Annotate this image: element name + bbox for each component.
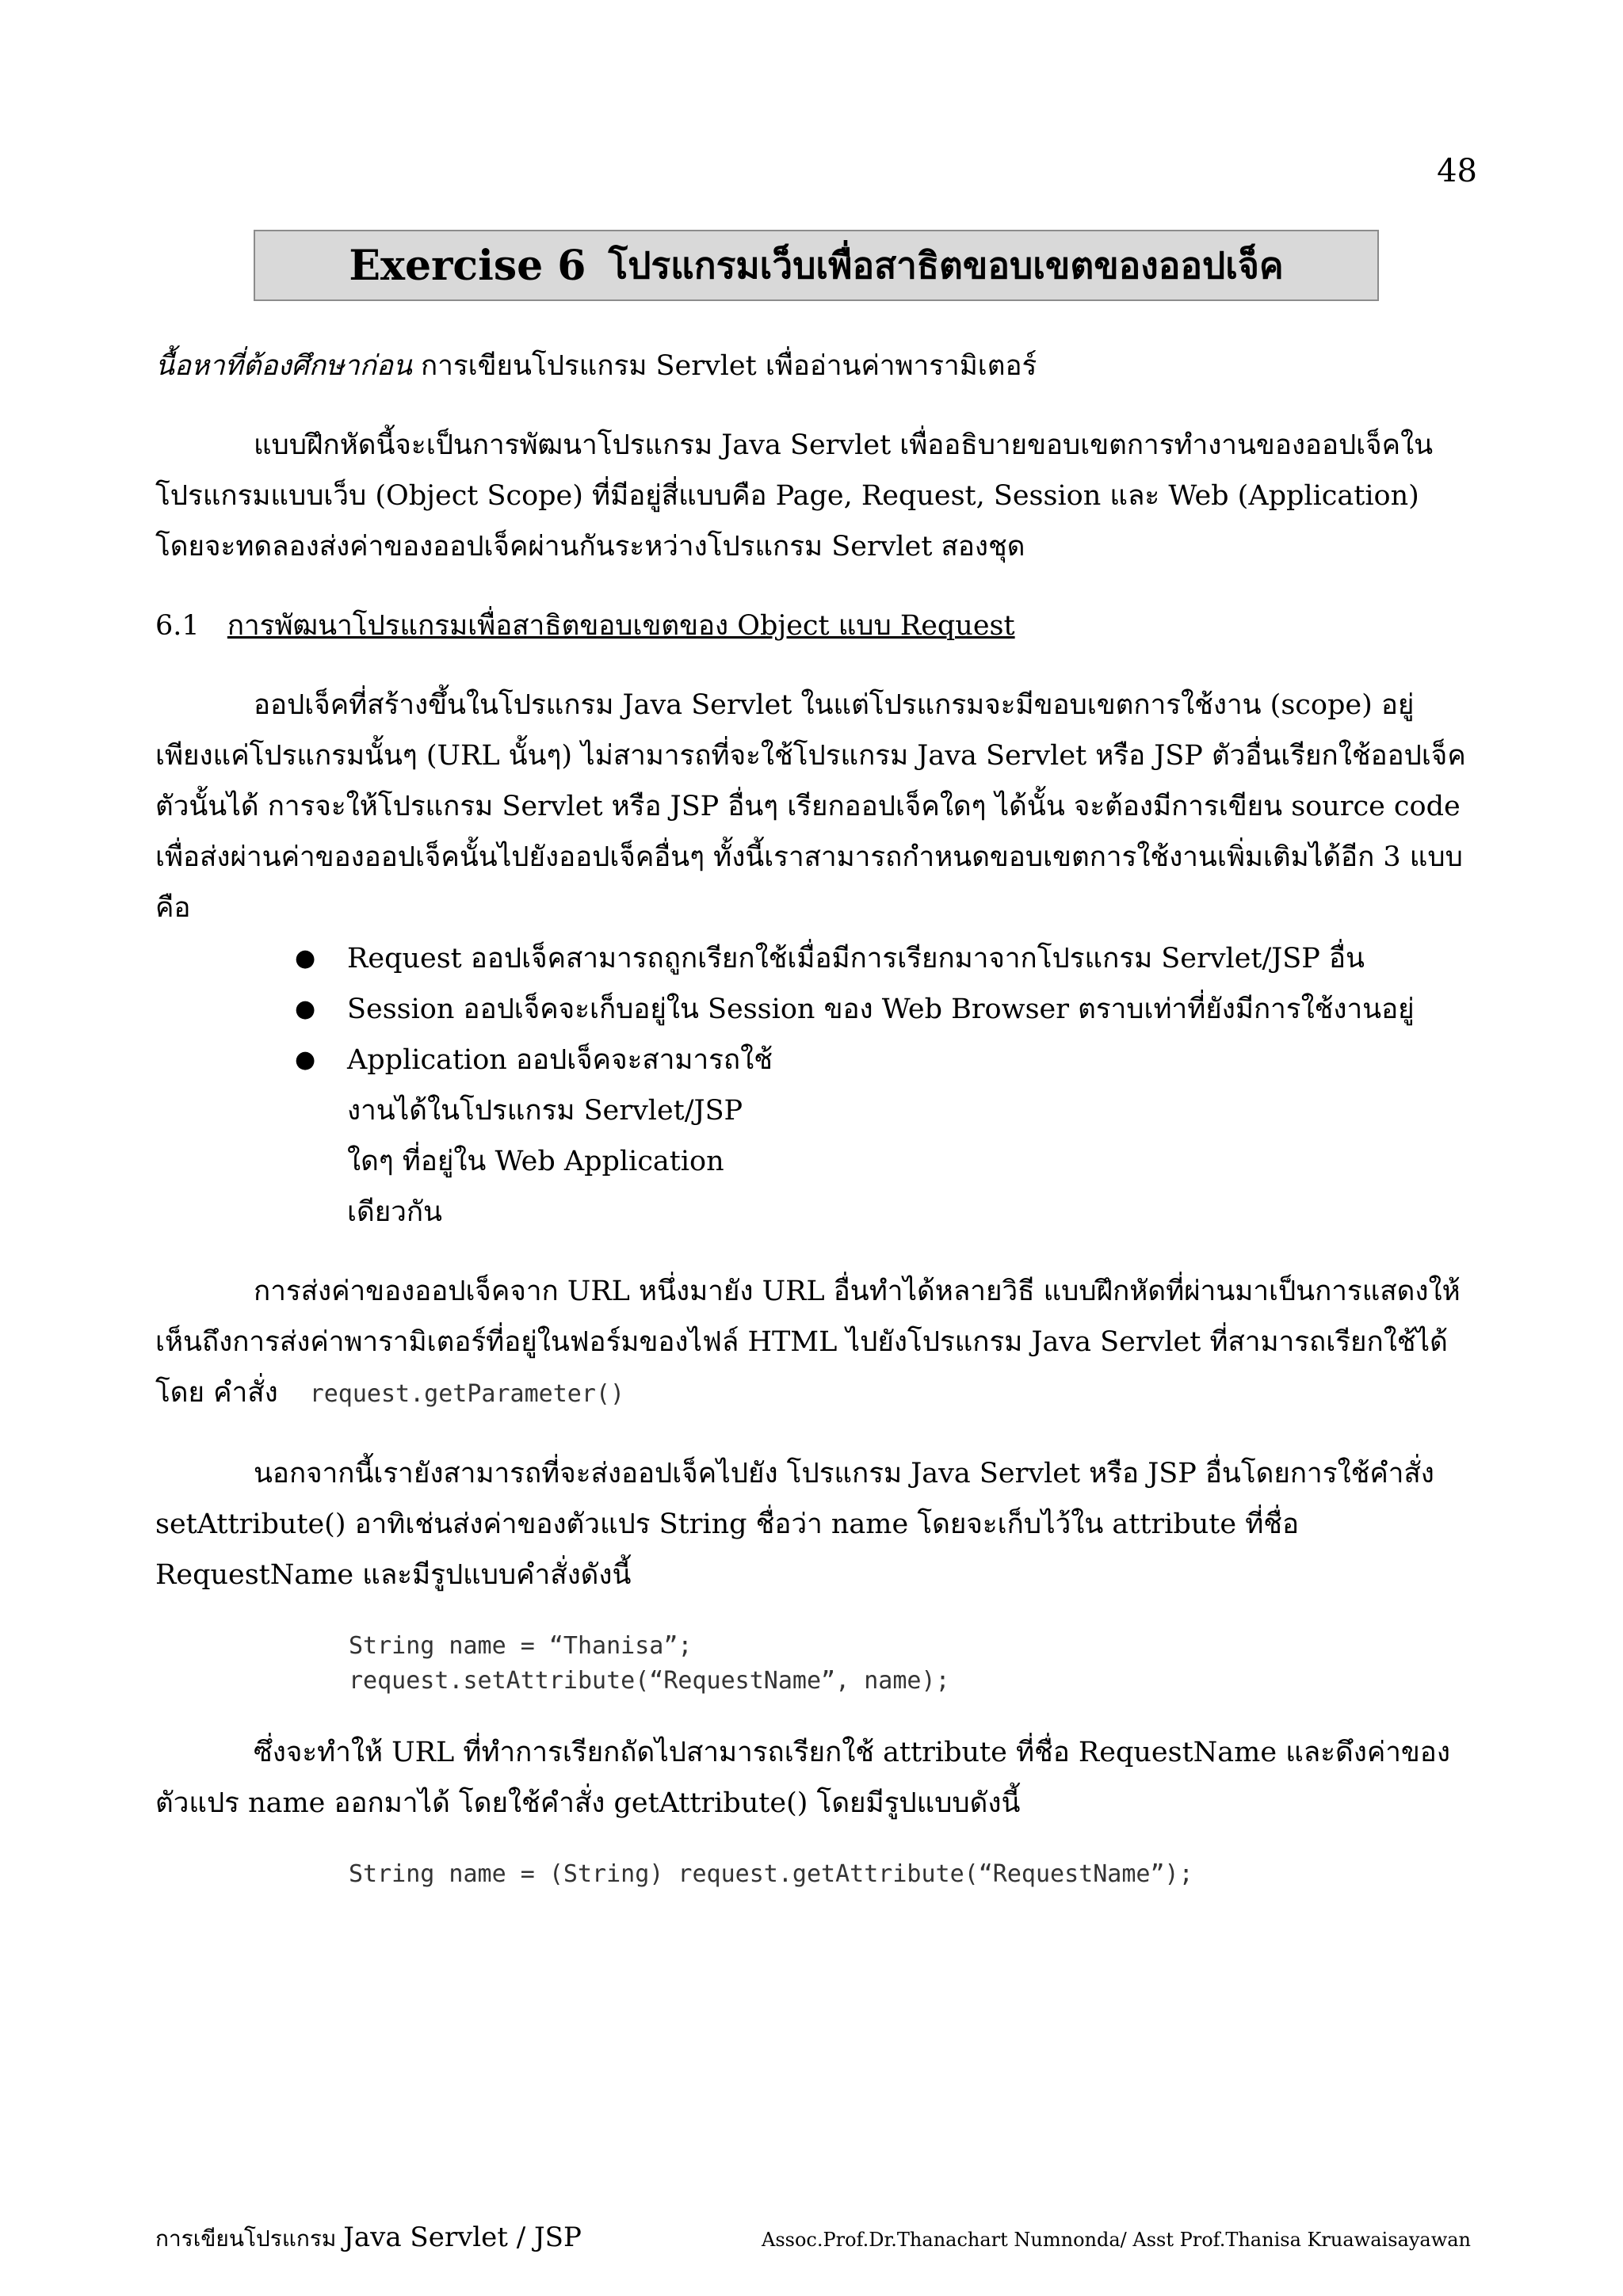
getattribute-paragraph: ซึ่งจะทำให้ URL ที่ทำการเรียกถัดไปสามารถเรียกใช้ attribute ที่ชื่อ RequestName และดึงค่าของตัวแปร name ออกมาได้ โดยใช้คำสั่ง getAttribute() โดยมีรูปแบบดังนี้ bbox=[155, 1737, 1450, 1819]
passing-paragraph bbox=[155, 1266, 1471, 1420]
section-title: การพัฒนาโปรแกรมเพื่อสาธิตขอบเขตของ Object แบบ Request bbox=[227, 610, 1015, 642]
bullet-text-request: Request ออปเจ็คสามารถถูกเรียกใช้เมื่อมีการเรียกมาจากโปรแกรม Servlet/JSP อื่น bbox=[347, 943, 1365, 974]
list-item bbox=[295, 984, 1471, 1035]
list-item bbox=[295, 933, 1471, 984]
code-line: String name = (String) request.getAttribute(“RequestName”); bbox=[349, 1860, 1193, 1888]
bullet-text-application: Application ออปเจ็คจะสามารถใช้งานได้ในโปรแกรม Servlet/JSP ใดๆ ที่อยู่ใน Web Application เดียวกัน bbox=[347, 1044, 773, 1228]
passing-text: การส่งค่าของออปเจ็คจาก URL หนึ่งมายัง URL อื่นทำได้หลายวิธี แบบฝึกหัดที่ผ่านมาเป็นการแสดงให้เห็นถึงการส่งค่าพารามิเตอร์ที่อยู่ในฟอร์มของไฟล์ HTML ไปยังโปรแกรม Java Servlet ที่สามารถเรียกใช้ได้โดย คำสั่ง bbox=[155, 1276, 1461, 1409]
page-footer bbox=[155, 2222, 1471, 2256]
section-number: 6.1 bbox=[155, 610, 200, 642]
exercise-number: Exercise 6 bbox=[349, 241, 586, 290]
footer-authors: Assoc.Prof.Dr.Thanachart Numnonda/ Asst Prof.Thanisa Kruawaisayawan bbox=[762, 2229, 1471, 2251]
footer-course-name: Java Servlet / JSP bbox=[343, 2222, 582, 2253]
setattribute-paragraph: นอกจากนี้เรายังสามารถที่จะส่งออปเจ็คไปยัง โปรแกรม Java Servlet หรือ JSP อื่นโดยการใช้คำสั่ง setAttribute() อาทิเช่นส่งค่าของตัวแปร String ชื่อว่า name โดยจะเก็บไว้ใน attribute ที่ชื่อ RequestName และมีรูปแบบคำสั่งดังนี้ bbox=[155, 1458, 1434, 1591]
exercise-thai-title: โปรแกรมเว็บเพื่อสาธิตขอบเขตของออปเจ็ค bbox=[608, 243, 1284, 287]
code-line: String name = “Thanisa”; bbox=[349, 1632, 693, 1660]
exercise-title-banner bbox=[254, 230, 1379, 301]
intro-paragraph: แบบฝึกหัดนี้จะเป็นการพัฒนาโปรแกรม Java Servlet เพื่ออธิบายขอบเขตการทำงานของออปเจ็คในโปรแกรมแบบเว็บ (Object Scope) ที่มีอยู่สี่แบบคือ Page, Request, Session และ Web (Application) โดยจะทดลองส่งค่าของออปเจ็คผ่านกันระหว่างโปรแกรม Servlet สองชุด bbox=[155, 429, 1434, 563]
prerequisite-line bbox=[155, 341, 1471, 391]
prerequisite-text: การเขียนโปรแกรม Servlet เพื่ออ่านค่าพารามิเตอร์ bbox=[421, 350, 1037, 382]
page-number: 48 bbox=[1437, 153, 1477, 189]
footer-course-prefix: การเขียนโปรแกรม bbox=[155, 2225, 337, 2252]
get-parameter-command: request.getParameter() bbox=[309, 1380, 625, 1408]
bullet-icon: ● bbox=[295, 995, 316, 1023]
bullet-icon: ● bbox=[295, 944, 316, 972]
prerequisite-label: นื้อหาที่ต้องศึกษาก่อน bbox=[155, 350, 412, 382]
code-block-get-attribute bbox=[349, 1857, 1471, 1892]
footer-course bbox=[155, 2222, 582, 2256]
section-heading bbox=[155, 601, 1471, 651]
code-block-set-attribute bbox=[349, 1629, 1471, 1699]
bullet-icon: ● bbox=[295, 1046, 316, 1074]
document-body bbox=[155, 341, 1471, 1920]
bullet-text-session: Session ออปเจ็คจะเก็บอยู่ใน Session ของ Web Browser ตราบเท่าที่ยังมีการใช้งานอยู่ bbox=[347, 994, 1415, 1025]
code-line: request.setAttribute(“RequestName”, name); bbox=[349, 1667, 950, 1695]
scope-paragraph: ออปเจ็คที่สร้างขึ้นในโปรแกรม Java Servlet ในแต่โปรแกรมจะมีขอบเขตการใช้งาน (scope) อยู่เพียงแค่โปรแกรมนั้นๆ (URL นั้นๆ) ไม่สามารถที่จะใช้โปรแกรม Java Servlet หรือ JSP ตัวอื่นเรียกใช้ออปเจ็คตัวนั้นได้ การจะให้โปรแกรม Servlet หรือ JSP อื่นๆ เรียกออปเจ็คใดๆ ได้นั้น จะต้องมีการเขียน source code เพื่อส่งผ่านค่าของออปเจ็คนั้นไปยังออปเจ็คอื่นๆ ทั้งนี้เราสามารถกำหนดขอบเขตการใช้งานเพิ่มเติมได้อีก 3 แบบคือ bbox=[155, 689, 1466, 924]
list-item bbox=[295, 1035, 1471, 1238]
scope-bullet-list bbox=[155, 933, 1471, 1238]
